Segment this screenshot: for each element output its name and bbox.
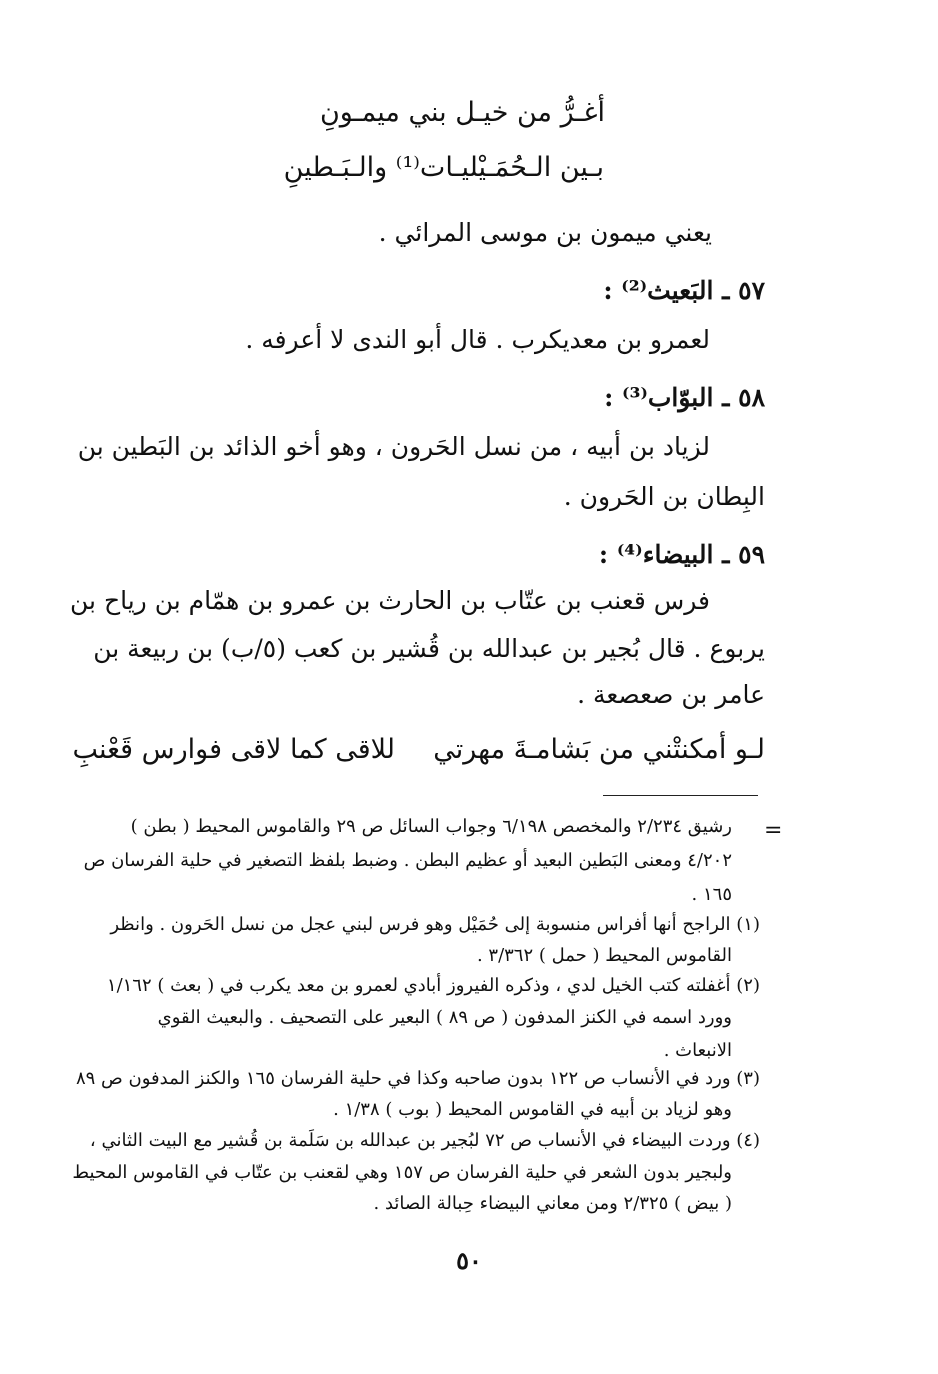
footnote-line: الانبعاث . (663, 1040, 732, 1061)
footnote-line: القاموس المحيط ( حمل ) ٣/٣٦٢ . (476, 945, 732, 966)
verse-line-2: بـين الـحُمَـيْليـات⁽¹⁾ والـبَـطينِ (283, 152, 604, 183)
footnote-line: ٤/٢٠٢ ومعنى البَطين البعيد أو عظيم البطن . وضبط بلفظ التصغير في حلية الفرسان ص (83, 850, 732, 871)
verse-left-hemistich: للاقى كما لاقى فوارس قَعْنبِ (72, 734, 395, 765)
footnote-line: رشيق ٢/٢٣٤ والمخصص ٦/١٩٨ وجواب السائل ص ٢٩ والقاموس المحيط ( بطن ) (130, 816, 732, 837)
footnote-line: وورد اسمه في الكنز المدفون ( ص ٨٩ ) البعير على التصحيف . والبعيث القوي (157, 1007, 732, 1028)
entry-line: عامر بن صعصعة . (577, 680, 765, 709)
footnote-4: (٤) وردت البيضاء في الأنساب ص ٧٢ لبُجير بن عبدالله بن سَلَمة بن قُشير مع البيت الثاني ، (89, 1130, 760, 1151)
entry-line: لزياد بن أبيه ، من نسل الحَرون ، وهو أخو الذائد بن البَطين بن (77, 432, 710, 461)
footnote-3: (٣) ورد في الأنساب ص ١٢٢ بدون صاحبه وكذا في حلية الفرسان ١٦٥ والكنز المدفون ص ٨٩ (75, 1068, 760, 1089)
page-number: ٥٠ (456, 1246, 482, 1275)
verse-right-hemistich: لـو أمكنتْني من بَشامـةَ مهرتي (433, 734, 765, 765)
verse-line-1: أغـرُّ من خيـل بني ميمـونِ (319, 97, 605, 128)
footnote-2: (٢) أغفلته كتب الخيل لدي ، وذكره الفيروز أبادي لعمرو بن معد يكرب في ( بعث ) ١/١٦٢ (106, 975, 760, 996)
entry-line: يربوع . قال بُجير بن عبدالله بن قُشير بن كعب (٥/ب) بن ربيعة بن (93, 634, 765, 663)
footnote-1: (١) الراجح أنها أفراس منسوبة إلى حُمَيْل وهو فرس لبني عجل من نسل الحَرون . وانظر (110, 914, 760, 935)
entry-line: لعمرو بن معديكرب . قال أبو الندى لا أعرفه . (245, 325, 710, 354)
footnote-line: ١٦٥ . (691, 884, 732, 905)
entry-heading-58: ٥٨ ـ البوّاب⁽³⁾ : (604, 383, 765, 412)
footnote-line: وهو لزياد بن أبيه في القاموس المحيط ( بوب ) ١/٣٨ . (333, 1099, 732, 1120)
intro-line: يعني ميمون بن موسى المرائي . (378, 218, 712, 247)
entry-heading-59: ٥٩ ـ البيضاء⁽⁴⁾ : (598, 540, 765, 569)
entry-heading-57: ٥٧ ـ البَعيث⁽²⁾ : (603, 276, 765, 305)
continuation-mark: = (764, 818, 783, 843)
footnote-line: ( بيض ) ٢/٣٢٥ ومن معاني البيضاء حِبالة الصائد . (373, 1193, 732, 1214)
footnote-separator (603, 795, 758, 796)
entry-line: فرس قعنب بن عتّاب بن الحارث بن عمرو بن همّام بن رياح بن (70, 586, 710, 615)
footnote-line: ولبجير بدون الشعر في حلية الفرسان ص ١٥٧ وهي لقعنب بن عتّاب في القاموس المحيط (72, 1162, 732, 1183)
entry-line: البِطان بن الحَرون . (563, 482, 765, 511)
